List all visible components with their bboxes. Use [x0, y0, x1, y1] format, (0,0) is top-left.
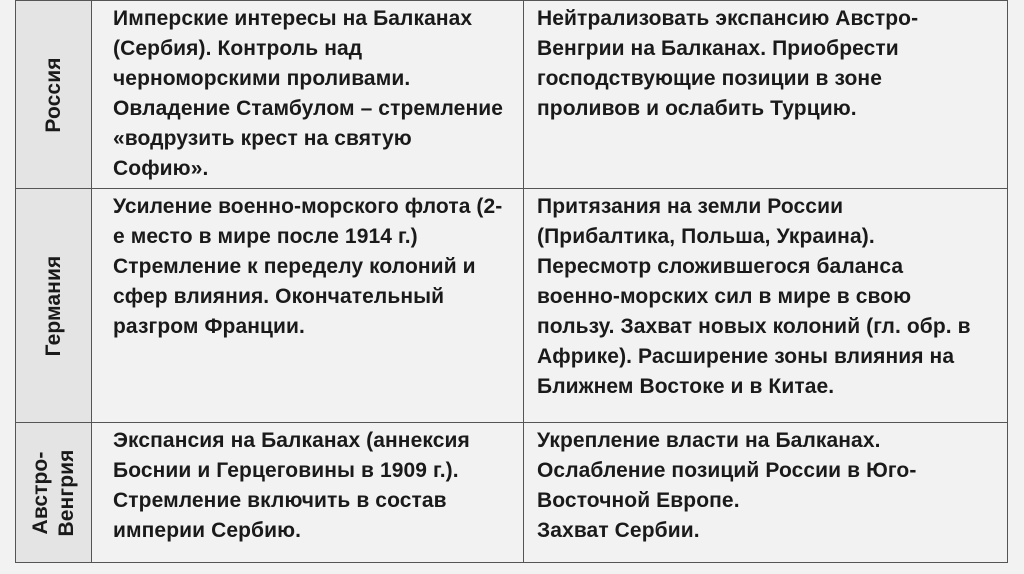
- table-row-germany: [16, 189, 1008, 423]
- interests-text: Экспансия на Балканах (аннексия Боснии и Герцеговины в 1909 г.). Стремление включить в состав империи Сербию.: [113, 429, 470, 542]
- interests-text: Усиление военно-морского флота (2- е место в мире после 1914 г.) Стремление к переделу колоний и сфер влияния. Окончательный разгром Франции.: [113, 195, 503, 338]
- interests-cell: [92, 1, 524, 189]
- country-label: Германия: [41, 255, 65, 356]
- table-row-russia: [16, 1, 1008, 189]
- country-cell: [16, 423, 92, 563]
- interests-cell: [92, 189, 524, 423]
- aims-text: Нейтрализовать экспансию Австро- Венгрии на Балканах. Приобрести господствующие позиции в зоне проливов и ослабить Турцию.: [537, 7, 919, 120]
- interests-text: Имперские интересы на Балканах (Сербия). Контроль над черноморскими проливами. Овладение Стамбулом – стремление «водрузить крест на святую Софию».: [113, 7, 504, 180]
- country-cell: [16, 1, 92, 189]
- aims-cell: [524, 1, 1008, 189]
- powers-interests-table: [15, 0, 1008, 563]
- aims-cell: [524, 423, 1008, 563]
- interests-cell: [92, 423, 524, 563]
- country-label-line1: Австро-: [28, 451, 52, 534]
- country-label-line2: Венгрия: [54, 449, 78, 536]
- country-label: [28, 449, 80, 536]
- aims-text: Притязания на земли России (Прибалтика, Польша, Украина). Пересмотр сложившегося баланса военно-морских сил в мире в свою пользу. Захват новых колоний (гл. обр. в Африке). Расширение зоны влияния на Ближнем Востоке и в Китае.: [537, 195, 971, 398]
- country-label: Россия: [41, 56, 65, 133]
- table-row-austria-hungary: [16, 423, 1008, 563]
- country-cell: [16, 189, 92, 423]
- aims-cell: [524, 189, 1008, 423]
- aims-text: Укрепление власти на Балканах. Ослабление позиций России в Юго- Восточной Европе. Захват Сербии.: [537, 429, 917, 542]
